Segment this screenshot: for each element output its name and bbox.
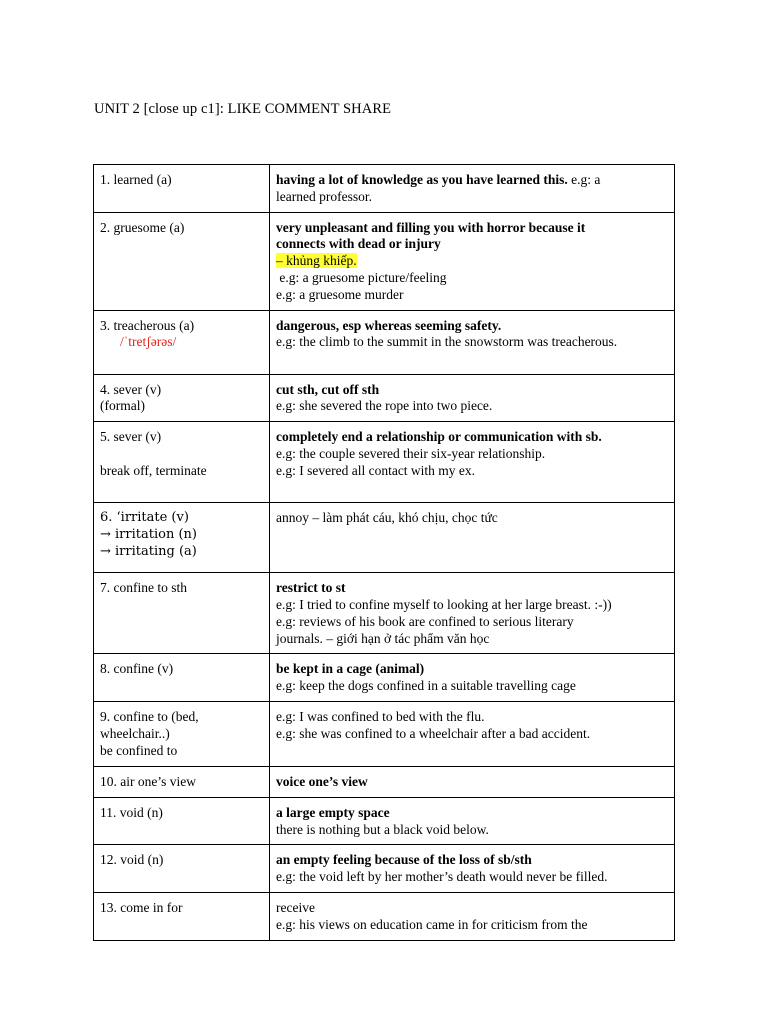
definition-bold: connects with dead or injury	[276, 236, 441, 252]
definition-bold: be kept in a cage (animal)	[276, 661, 425, 677]
page-title: UNIT 2 [close up c1]: LIKE COMMENT SHARE	[94, 101, 392, 117]
definition-cell	[270, 573, 675, 654]
example-text: e.g: the climb to the summit in the snowstorm was treacherous.	[276, 334, 618, 350]
pronunciation: /ˈtretʃərəs/	[120, 334, 177, 350]
term-derivative: → irritating (a)	[100, 543, 197, 559]
term-cell	[94, 654, 270, 702]
highlighted-translation: – khủng khiếp.	[276, 253, 357, 269]
term-text: 3. treacherous (a)	[100, 317, 195, 333]
term-cell	[94, 310, 270, 374]
table-row	[94, 212, 675, 310]
definition-bold: having a lot of knowledge as you have learned this.	[276, 172, 568, 187]
term-cell	[94, 374, 270, 422]
table-row	[94, 892, 675, 940]
example-text: journals. – giới hạn ở tác phẩm văn học	[276, 630, 490, 646]
definition-cell	[270, 654, 675, 702]
term-text: 9. confine to (bed,	[100, 708, 199, 724]
term-text: 13. come in for	[100, 899, 183, 915]
example-text: there is nothing but a black void below.	[276, 821, 489, 837]
term-text: 12. void (n)	[100, 852, 164, 868]
example-text: e.g: keep the dogs confined in a suitable travelling cage	[276, 678, 576, 694]
example-text: e.g: a gruesome picture/feeling	[276, 269, 447, 285]
definition-cell	[270, 845, 675, 893]
term-text: 4. sever (v)	[100, 381, 162, 397]
term-note: (formal)	[100, 398, 145, 414]
definition-cell	[270, 797, 675, 845]
table-row	[94, 797, 675, 845]
table-row	[94, 573, 675, 654]
term-text: 11. void (n)	[100, 804, 163, 820]
term-text: 5. sever (v)	[100, 429, 162, 445]
definition-cell	[270, 503, 675, 573]
definition-bold: voice one’s view	[276, 773, 368, 789]
term-cell	[94, 766, 270, 797]
table-row	[94, 310, 675, 374]
definition-bold: cut sth, cut off sth	[276, 381, 380, 397]
definition-cell	[270, 766, 675, 797]
definition-bold: dangerous, esp whereas seeming safety.	[276, 317, 502, 333]
term-derivative: → irritation (n)	[100, 526, 197, 542]
term-cell	[94, 892, 270, 940]
definition-cell	[270, 212, 675, 310]
definition-text: e.g: a	[567, 172, 601, 187]
term-cell	[94, 797, 270, 845]
definition-text: receive	[276, 899, 315, 915]
example-text: e.g: reviews of his book are confined to serious literary	[276, 613, 574, 629]
example-text: e.g: the couple severed their six-year relationship.	[276, 445, 546, 461]
spacer	[100, 446, 263, 463]
definition-cell	[270, 422, 675, 503]
definition-bold: a large empty space	[276, 804, 390, 820]
term-text: be confined to	[100, 742, 178, 758]
example-text: e.g: I was confined to bed with the flu.	[276, 708, 485, 724]
table-row	[94, 422, 675, 503]
term-text: 8. confine (v)	[100, 661, 174, 677]
example-text: e.g: the void left by her mother’s death would never be filled.	[276, 869, 608, 885]
example-text: e.g: I tried to confine myself to looking at her large breast. :-))	[276, 596, 612, 612]
example-text: e.g: his views on education came in for criticism from the	[276, 916, 588, 932]
definition-bold: very unpleasant and filling you with horror because it	[276, 219, 586, 235]
term-text: 7. confine to sth	[100, 580, 187, 596]
term-cell	[94, 845, 270, 893]
example-text: e.g: she severed the rope into two piece.	[276, 398, 493, 414]
term-text: 1. learned (a)	[100, 172, 172, 187]
term-cell	[94, 165, 270, 213]
definition-cell	[270, 892, 675, 940]
term-cell	[94, 422, 270, 503]
term-synonyms: break off, terminate	[100, 462, 207, 478]
table-row	[94, 845, 675, 893]
definition-bold: completely end a relationship or communication with sb.	[276, 429, 602, 445]
vocabulary-table	[93, 164, 675, 941]
table-row	[94, 654, 675, 702]
example-text: e.g: I severed all contact with my ex.	[276, 462, 476, 478]
table-row	[94, 374, 675, 422]
term-cell	[94, 701, 270, 766]
table-row	[94, 701, 675, 766]
term-text: 6. ‘irritate (v)	[100, 510, 189, 526]
table-row	[94, 165, 675, 213]
example-text: e.g: a gruesome murder	[276, 286, 404, 302]
definition-cell	[270, 701, 675, 766]
definition-text: annoy – làm phát cáu, khó chịu, chọc tức	[276, 510, 498, 526]
term-text: 2. gruesome (a)	[100, 219, 185, 235]
term-cell	[94, 212, 270, 310]
definition-cell	[270, 374, 675, 422]
definition-bold: restrict to st	[276, 580, 346, 596]
definition-cell	[270, 165, 675, 213]
term-cell	[94, 573, 270, 654]
table-row	[94, 503, 675, 573]
table-row	[94, 766, 675, 797]
example-text: e.g: she was confined to a wheelchair after a bad accident.	[276, 725, 591, 741]
example-text: learned professor.	[276, 188, 372, 204]
definition-cell	[270, 310, 675, 374]
term-text: wheelchair..)	[100, 725, 170, 741]
term-text: 10. air one’s view	[100, 773, 196, 789]
term-cell	[94, 503, 270, 573]
definition-bold: an empty feeling because of the loss of sb/sth	[276, 852, 532, 868]
